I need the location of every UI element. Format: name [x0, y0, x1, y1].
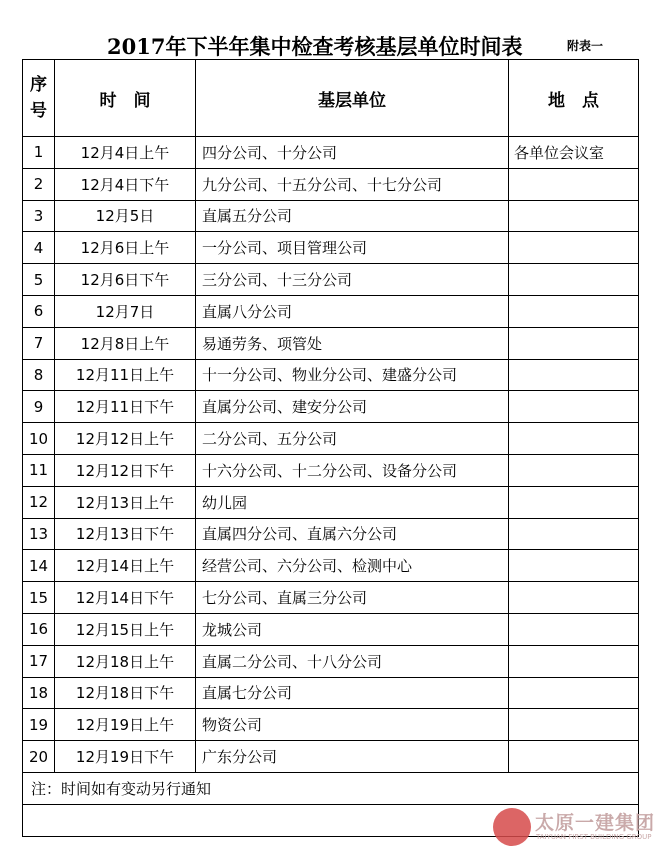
table-row [23, 168, 639, 200]
row-place [509, 232, 639, 264]
row-place [509, 741, 639, 773]
row-unit: 三分公司、十三分公司 [196, 264, 509, 296]
row-unit: 七分公司、直属三分公司 [196, 582, 509, 614]
row-time: 12月4日下午 [55, 168, 196, 200]
row-time: 12月13日上午 [55, 486, 196, 518]
row-unit: 十六分公司、十二分公司、设备分公司 [196, 454, 509, 486]
table-row [23, 645, 639, 677]
row-unit: 直属四分公司、直属六分公司 [196, 518, 509, 550]
note-text: 注：时间如有变动另行通知 [23, 772, 639, 804]
row-unit: 直属五分公司 [196, 200, 509, 232]
row-number: 11 [23, 454, 55, 486]
row-number: 17 [23, 645, 55, 677]
row-number: 4 [23, 232, 55, 264]
header-seq-line2: 号 [30, 101, 47, 121]
header-unit: 基层单位 [196, 60, 509, 137]
annex-label: 附表一 [567, 39, 604, 53]
row-unit: 幼儿园 [196, 486, 509, 518]
row-unit: 直属八分公司 [196, 295, 509, 327]
row-time: 12月4日上午 [55, 137, 196, 169]
row-unit: 经营公司、六分公司、检测中心 [196, 550, 509, 582]
row-unit: 直属二分公司、十八分公司 [196, 645, 509, 677]
table-row [23, 518, 639, 550]
row-number: 15 [23, 582, 55, 614]
row-unit: 物资公司 [196, 709, 509, 741]
row-place [509, 677, 639, 709]
watermark-english: TAIYUAN FIRST BUILDING GROUP [536, 833, 652, 841]
row-place [509, 550, 639, 582]
row-unit: 四分公司、十分公司 [196, 137, 509, 169]
row-number: 6 [23, 295, 55, 327]
row-time: 12月19日上午 [55, 709, 196, 741]
row-place [509, 518, 639, 550]
table-row [23, 264, 639, 296]
row-time: 12月13日下午 [55, 518, 196, 550]
table-row [23, 200, 639, 232]
row-place [509, 200, 639, 232]
row-time: 12月5日 [55, 200, 196, 232]
row-number: 13 [23, 518, 55, 550]
table-row [23, 709, 639, 741]
row-time: 12月11日下午 [55, 391, 196, 423]
row-number: 20 [23, 741, 55, 773]
note-row [23, 772, 639, 804]
row-number: 19 [23, 709, 55, 741]
row-place [509, 264, 639, 296]
row-time: 12月8日上午 [55, 327, 196, 359]
row-number: 8 [23, 359, 55, 391]
table-row [23, 295, 639, 327]
row-place [509, 486, 639, 518]
row-unit: 二分公司、五分公司 [196, 423, 509, 455]
row-unit: 直属七分公司 [196, 677, 509, 709]
row-place [509, 168, 639, 200]
company-logo-icon [493, 808, 531, 846]
row-place [509, 709, 639, 741]
row-place [509, 582, 639, 614]
row-time: 12月12日下午 [55, 454, 196, 486]
table-row [23, 232, 639, 264]
table-row [23, 359, 639, 391]
table-row [23, 613, 639, 645]
row-place [509, 391, 639, 423]
row-place [509, 454, 639, 486]
row-time: 12月12日上午 [55, 423, 196, 455]
table-row [23, 327, 639, 359]
watermark-name: 太原一建集团 [535, 812, 656, 834]
company-watermark [489, 806, 664, 850]
row-unit: 易通劳务、项管处 [196, 327, 509, 359]
header-seq-line1: 序 [30, 75, 47, 95]
row-place [509, 359, 639, 391]
row-place [509, 613, 639, 645]
row-time: 12月6日下午 [55, 264, 196, 296]
page-title: 2017年下半年集中检查考核基层单位时间表 [107, 34, 523, 59]
row-time: 12月11日上午 [55, 359, 196, 391]
row-time: 12月14日下午 [55, 582, 196, 614]
table-row [23, 137, 639, 169]
row-time: 12月15日上午 [55, 613, 196, 645]
row-number: 14 [23, 550, 55, 582]
row-number: 5 [23, 264, 55, 296]
row-time: 12月14日上午 [55, 550, 196, 582]
header-place: 地 点 [509, 60, 639, 137]
row-time: 12月6日上午 [55, 232, 196, 264]
row-number: 12 [23, 486, 55, 518]
row-place [509, 645, 639, 677]
table-row [23, 391, 639, 423]
row-unit: 广东分公司 [196, 741, 509, 773]
row-unit: 九分公司、十五分公司、十七分公司 [196, 168, 509, 200]
row-unit: 直属分公司、建安分公司 [196, 391, 509, 423]
row-number: 10 [23, 423, 55, 455]
row-place [509, 295, 639, 327]
schedule-table [22, 59, 639, 837]
row-number: 1 [23, 137, 55, 169]
row-time: 12月18日下午 [55, 677, 196, 709]
row-number: 2 [23, 168, 55, 200]
row-time: 12月7日 [55, 295, 196, 327]
row-time: 12月18日上午 [55, 645, 196, 677]
row-time: 12月19日下午 [55, 741, 196, 773]
table-row [23, 454, 639, 486]
row-unit: 十一分公司、物业分公司、建盛分公司 [196, 359, 509, 391]
row-number: 9 [23, 391, 55, 423]
table-row [23, 677, 639, 709]
table-row [23, 423, 639, 455]
row-place [509, 327, 639, 359]
row-place: 各单位会议室 [509, 137, 639, 169]
row-place [509, 423, 639, 455]
table-row [23, 582, 639, 614]
row-number: 7 [23, 327, 55, 359]
row-unit: 龙城公司 [196, 613, 509, 645]
row-number: 16 [23, 613, 55, 645]
table-row [23, 741, 639, 773]
row-unit: 一分公司、项目管理公司 [196, 232, 509, 264]
table-row [23, 550, 639, 582]
table-row [23, 486, 639, 518]
row-number: 3 [23, 200, 55, 232]
table-header-row [23, 60, 639, 137]
header-time: 时 间 [55, 60, 196, 137]
row-number: 18 [23, 677, 55, 709]
header-seq [23, 60, 55, 137]
